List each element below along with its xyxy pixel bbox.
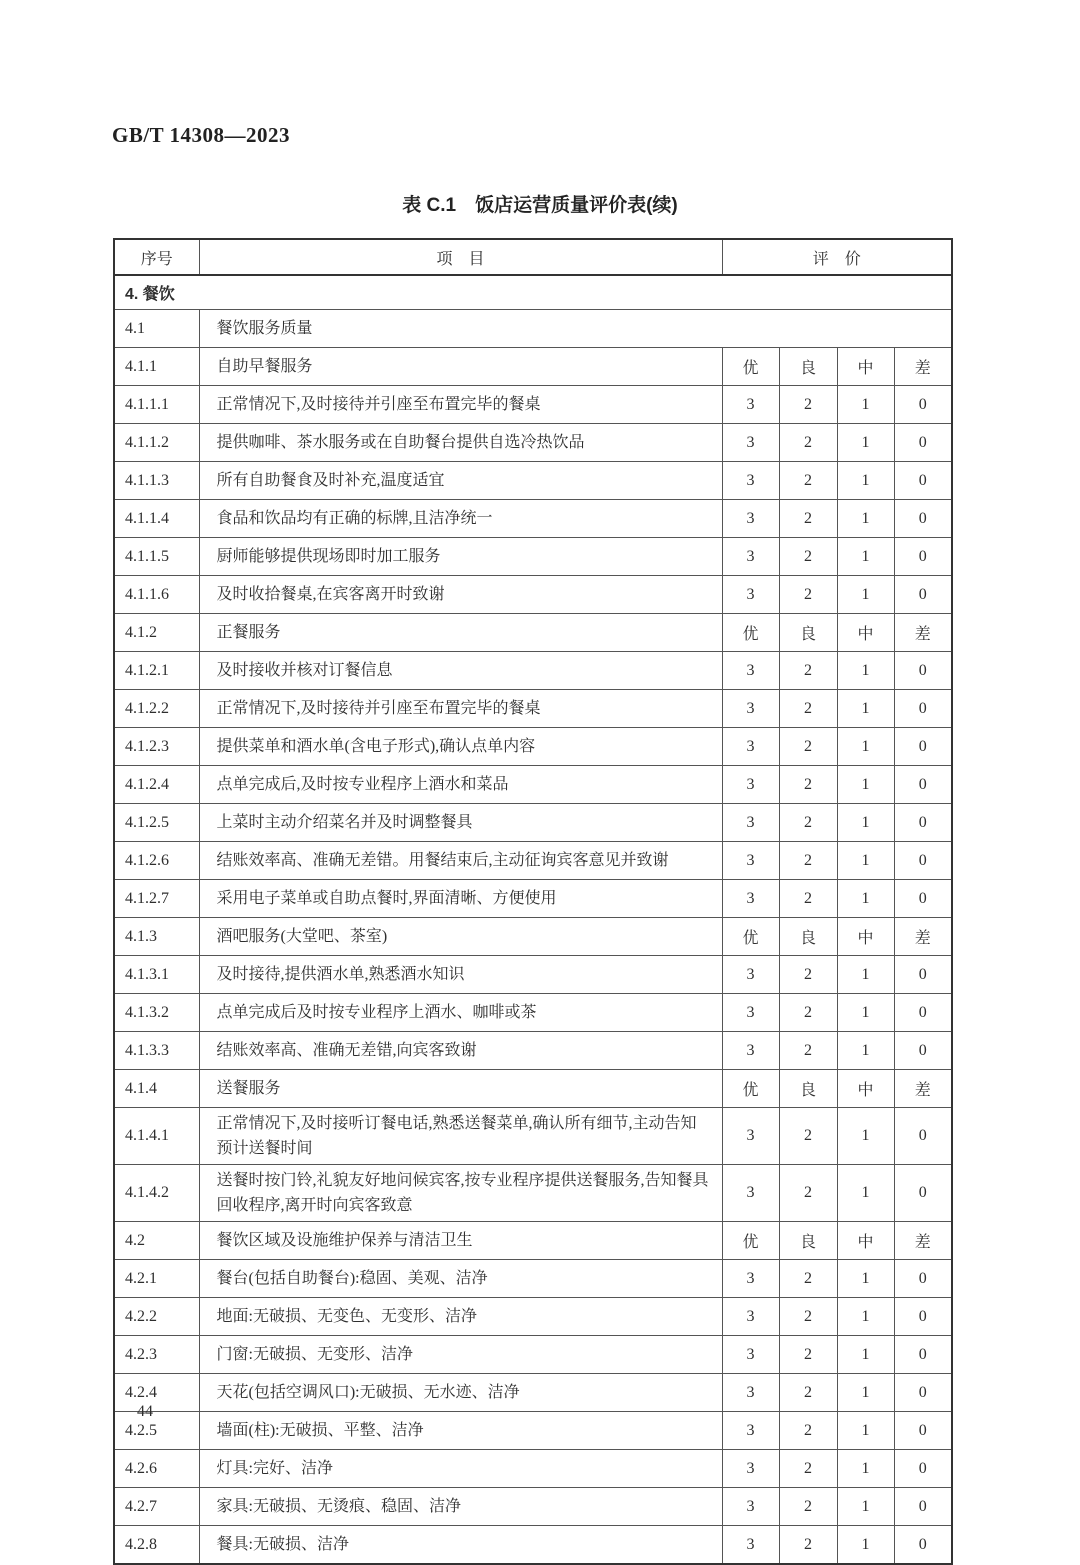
row-item: 厨师能够提供现场即时加工服务 <box>199 538 722 576</box>
row-item: 所有自助餐食及时补充,温度适宜 <box>199 462 722 500</box>
eval-cell: 良 <box>779 348 837 386</box>
eval-cell: 3 <box>722 804 779 842</box>
eval-cell: 2 <box>779 1260 837 1298</box>
eval-cell: 2 <box>779 538 837 576</box>
page-number: 44 <box>137 1403 153 1420</box>
eval-cell: 3 <box>722 386 779 424</box>
table-row <box>114 386 952 424</box>
eval-cell: 3 <box>722 1488 779 1526</box>
row-id: 4.1.2.6 <box>114 842 199 880</box>
eval-cell: 1 <box>837 500 894 538</box>
eval-cell: 3 <box>722 1412 779 1450</box>
eval-cell: 中 <box>837 614 894 652</box>
row-id: 4.2 <box>114 1222 199 1260</box>
table-row <box>114 728 952 766</box>
row-id: 4.1.2.2 <box>114 690 199 728</box>
row-item: 送餐服务 <box>199 1070 722 1108</box>
eval-cell: 良 <box>779 1222 837 1260</box>
eval-cell: 良 <box>779 614 837 652</box>
row-item: 正常情况下,及时接待并引座至布置完毕的餐桌 <box>199 386 722 424</box>
header-row <box>114 239 952 275</box>
eval-cell: 差 <box>894 1222 952 1260</box>
table-row <box>114 652 952 690</box>
eval-cell: 2 <box>779 690 837 728</box>
eval-cell: 2 <box>779 1336 837 1374</box>
row-item: 地面:无破损、无变色、无变形、洁净 <box>199 1298 722 1336</box>
eval-cell: 2 <box>779 842 837 880</box>
row-id: 4.1.4.1 <box>114 1108 199 1165</box>
eval-cell: 3 <box>722 462 779 500</box>
row-id: 4.1.1.6 <box>114 576 199 614</box>
eval-cell: 1 <box>837 956 894 994</box>
eval-cell: 1 <box>837 652 894 690</box>
eval-cell: 2 <box>779 1032 837 1070</box>
row-id: 4.1.3 <box>114 918 199 956</box>
eval-cell: 0 <box>894 1032 952 1070</box>
table-row <box>114 804 952 842</box>
eval-cell: 2 <box>779 386 837 424</box>
evaluation-table <box>113 238 953 1565</box>
table-row <box>114 1526 952 1565</box>
section-row <box>114 275 952 310</box>
row-id: 4.1.4.2 <box>114 1165 199 1222</box>
eval-cell: 3 <box>722 1374 779 1412</box>
eval-cell: 3 <box>722 652 779 690</box>
eval-cell: 0 <box>894 1298 952 1336</box>
row-item: 酒吧服务(大堂吧、茶室) <box>199 918 722 956</box>
table-row <box>114 462 952 500</box>
table-row <box>114 994 952 1032</box>
eval-cell: 0 <box>894 1412 952 1450</box>
eval-cell: 0 <box>894 690 952 728</box>
eval-cell: 1 <box>837 1336 894 1374</box>
row-item: 食品和饮品均有正确的标牌,且洁净统一 <box>199 500 722 538</box>
eval-cell: 0 <box>894 500 952 538</box>
eval-cell: 1 <box>837 1374 894 1412</box>
row-id: 4.1.1.1 <box>114 386 199 424</box>
table-title: 表 C.1 饭店运营质量评价表(续) <box>402 195 678 216</box>
row-id: 4.2.6 <box>114 1450 199 1488</box>
eval-cell: 3 <box>722 728 779 766</box>
eval-cell: 0 <box>894 1374 952 1412</box>
eval-cell: 2 <box>779 1526 837 1565</box>
table-row <box>114 880 952 918</box>
eval-cell: 3 <box>722 538 779 576</box>
eval-cell: 3 <box>722 994 779 1032</box>
eval-cell: 优 <box>722 614 779 652</box>
eval-cell: 0 <box>894 1450 952 1488</box>
eval-cell: 优 <box>722 1070 779 1108</box>
eval-cell: 3 <box>722 576 779 614</box>
eval-cell: 差 <box>894 918 952 956</box>
eval-cell: 2 <box>779 1165 837 1222</box>
row-item: 提供咖啡、茶水服务或在自助餐台提供自选冷热饮品 <box>199 424 722 462</box>
eval-cell: 2 <box>779 994 837 1032</box>
row-id: 4.2.5 <box>114 1412 199 1450</box>
eval-cell: 优 <box>722 918 779 956</box>
eval-cell: 2 <box>779 1374 837 1412</box>
eval-cell: 0 <box>894 1488 952 1526</box>
eval-cell: 1 <box>837 538 894 576</box>
eval-cell: 3 <box>722 1526 779 1565</box>
eval-cell: 3 <box>722 1032 779 1070</box>
eval-cell: 1 <box>837 728 894 766</box>
eval-cell: 0 <box>894 1526 952 1565</box>
eval-cell: 3 <box>722 1450 779 1488</box>
eval-cell: 差 <box>894 348 952 386</box>
row-id: 4.1.2 <box>114 614 199 652</box>
eval-cell: 良 <box>779 918 837 956</box>
table-row <box>114 842 952 880</box>
eval-cell: 0 <box>894 1165 952 1222</box>
eval-cell: 0 <box>894 956 952 994</box>
eval-cell: 0 <box>894 424 952 462</box>
eval-cell: 0 <box>894 1260 952 1298</box>
row-id: 4.2.7 <box>114 1488 199 1526</box>
eval-cell: 3 <box>722 956 779 994</box>
row-id: 4.1.2.5 <box>114 804 199 842</box>
table-row <box>114 500 952 538</box>
eval-cell: 中 <box>837 918 894 956</box>
row-id: 4.1.2.3 <box>114 728 199 766</box>
eval-cell: 3 <box>722 880 779 918</box>
row-item: 点单完成后,及时按专业程序上酒水和菜品 <box>199 766 722 804</box>
table-row <box>114 956 952 994</box>
row-item: 家具:无破损、无烫痕、稳固、洁净 <box>199 1488 722 1526</box>
eval-cell: 0 <box>894 386 952 424</box>
row-item: 天花(包括空调风口):无破损、无水迹、洁净 <box>199 1374 722 1412</box>
eval-cell: 1 <box>837 880 894 918</box>
table-row <box>114 1488 952 1526</box>
eval-cell: 1 <box>837 462 894 500</box>
row-id: 4.1.1.3 <box>114 462 199 500</box>
eval-cell: 0 <box>894 652 952 690</box>
eval-cell: 3 <box>722 1298 779 1336</box>
eval-cell: 3 <box>722 1165 779 1222</box>
row-item: 灯具:完好、洁净 <box>199 1450 722 1488</box>
row-id: 4.1.1.5 <box>114 538 199 576</box>
eval-cell: 2 <box>779 804 837 842</box>
eval-cell: 1 <box>837 1165 894 1222</box>
row-item: 点单完成后及时按专业程序上酒水、咖啡或茶 <box>199 994 722 1032</box>
row-item: 及时接待,提供酒水单,熟悉酒水知识 <box>199 956 722 994</box>
eval-cell: 2 <box>779 728 837 766</box>
row-item: 餐具:无破损、洁净 <box>199 1526 722 1565</box>
row-id: 4.1.2.4 <box>114 766 199 804</box>
eval-cell: 3 <box>722 1336 779 1374</box>
row-id: 4.2.1 <box>114 1260 199 1298</box>
row-id: 4.2.2 <box>114 1298 199 1336</box>
row-item: 结账效率高、准确无差错,向宾客致谢 <box>199 1032 722 1070</box>
eval-cell: 中 <box>837 348 894 386</box>
eval-cell: 1 <box>837 690 894 728</box>
header-col-item: 项 目 <box>199 239 722 275</box>
table-row <box>114 1374 952 1412</box>
table-row <box>114 1222 952 1260</box>
header-col-eval: 评 价 <box>722 239 952 275</box>
table-row <box>114 1336 952 1374</box>
eval-cell: 3 <box>722 500 779 538</box>
eval-cell: 0 <box>894 462 952 500</box>
eval-cell: 中 <box>837 1070 894 1108</box>
row-item: 自助早餐服务 <box>199 348 722 386</box>
eval-cell: 3 <box>722 690 779 728</box>
table-row <box>114 310 952 348</box>
table-row <box>114 1450 952 1488</box>
eval-cell: 2 <box>779 576 837 614</box>
table-row <box>114 576 952 614</box>
eval-cell: 2 <box>779 1298 837 1336</box>
row-item: 及时接收并核对订餐信息 <box>199 652 722 690</box>
row-id: 4.1.2.7 <box>114 880 199 918</box>
eval-cell: 0 <box>894 538 952 576</box>
eval-cell: 3 <box>722 1260 779 1298</box>
row-id: 4.1.1.4 <box>114 500 199 538</box>
eval-cell: 1 <box>837 386 894 424</box>
eval-cell: 2 <box>779 462 837 500</box>
eval-cell: 1 <box>837 1108 894 1165</box>
eval-cell: 0 <box>894 880 952 918</box>
eval-cell: 2 <box>779 1450 837 1488</box>
eval-cell: 3 <box>722 1108 779 1165</box>
eval-cell: 2 <box>779 956 837 994</box>
table-row <box>114 424 952 462</box>
row-id: 4.1.2.1 <box>114 652 199 690</box>
row-item: 上菜时主动介绍菜名并及时调整餐具 <box>199 804 722 842</box>
row-item: 采用电子菜单或自助点餐时,界面清晰、方便使用 <box>199 880 722 918</box>
row-item: 正餐服务 <box>199 614 722 652</box>
eval-cell: 0 <box>894 766 952 804</box>
row-item: 提供菜单和酒水单(含电子形式),确认点单内容 <box>199 728 722 766</box>
table-row <box>114 614 952 652</box>
row-id: 4.1 <box>114 310 199 348</box>
row-item: 墙面(柱):无破损、平整、洁净 <box>199 1412 722 1450</box>
eval-cell: 2 <box>779 1488 837 1526</box>
eval-cell: 2 <box>779 424 837 462</box>
eval-cell: 0 <box>894 1108 952 1165</box>
row-id: 4.1.4 <box>114 1070 199 1108</box>
table-row <box>114 348 952 386</box>
eval-cell: 差 <box>894 1070 952 1108</box>
section-label: 4. 餐饮 <box>114 275 952 310</box>
table-row <box>114 690 952 728</box>
eval-cell: 2 <box>779 1108 837 1165</box>
eval-cell: 0 <box>894 842 952 880</box>
row-id: 4.1.3.2 <box>114 994 199 1032</box>
eval-cell: 2 <box>779 652 837 690</box>
row-id: 4.1.1.2 <box>114 424 199 462</box>
eval-cell: 差 <box>894 614 952 652</box>
eval-cell: 1 <box>837 1450 894 1488</box>
eval-cell: 1 <box>837 766 894 804</box>
row-id: 4.2.4 <box>114 1374 199 1412</box>
table-row <box>114 1260 952 1298</box>
eval-cell: 0 <box>894 728 952 766</box>
eval-cell: 1 <box>837 842 894 880</box>
eval-cell: 1 <box>837 424 894 462</box>
eval-cell: 中 <box>837 1222 894 1260</box>
table-row <box>114 1108 952 1165</box>
table-row <box>114 538 952 576</box>
eval-cell: 2 <box>779 766 837 804</box>
eval-cell: 1 <box>837 1260 894 1298</box>
eval-cell: 1 <box>837 804 894 842</box>
row-item: 餐台(包括自助餐台):稳固、美观、洁净 <box>199 1260 722 1298</box>
table-header <box>114 239 952 275</box>
row-id: 4.1.3.1 <box>114 956 199 994</box>
eval-cell: 优 <box>722 348 779 386</box>
eval-cell: 2 <box>779 1412 837 1450</box>
eval-cell: 1 <box>837 1412 894 1450</box>
row-item: 正常情况下,及时接待并引座至布置完毕的餐桌 <box>199 690 722 728</box>
eval-cell: 0 <box>894 804 952 842</box>
table-row <box>114 1070 952 1108</box>
eval-cell: 1 <box>837 994 894 1032</box>
table-row <box>114 766 952 804</box>
eval-cell: 1 <box>837 576 894 614</box>
eval-cell: 1 <box>837 1298 894 1336</box>
table-row <box>114 1165 952 1222</box>
row-item: 餐饮区域及设施维护保养与清洁卫生 <box>199 1222 722 1260</box>
eval-cell: 0 <box>894 576 952 614</box>
eval-cell: 0 <box>894 1336 952 1374</box>
row-item: 餐饮服务质量 <box>199 310 952 348</box>
eval-cell: 1 <box>837 1488 894 1526</box>
row-item: 正常情况下,及时接听订餐电话,熟悉送餐菜单,确认所有细节,主动告知预计送餐时间 <box>199 1108 722 1165</box>
row-item: 送餐时按门铃,礼貌友好地问候宾客,按专业程序提供送餐服务,告知餐具回收程序,离开时向宾客致意 <box>199 1165 722 1222</box>
standard-number: GB/T 14308—2023 <box>112 123 291 147</box>
table-row <box>114 1298 952 1336</box>
eval-cell: 优 <box>722 1222 779 1260</box>
row-id: 4.1.3.3 <box>114 1032 199 1070</box>
eval-cell: 2 <box>779 500 837 538</box>
eval-cell: 3 <box>722 424 779 462</box>
eval-cell: 3 <box>722 766 779 804</box>
eval-cell: 0 <box>894 994 952 1032</box>
row-item: 结账效率高、准确无差错。用餐结束后,主动征询宾客意见并致谢 <box>199 842 722 880</box>
row-id: 4.1.1 <box>114 348 199 386</box>
row-id: 4.2.3 <box>114 1336 199 1374</box>
table-body <box>114 275 952 1564</box>
row-item: 门窗:无破损、无变形、洁净 <box>199 1336 722 1374</box>
eval-cell: 3 <box>722 842 779 880</box>
row-item: 及时收拾餐桌,在宾客离开时致谢 <box>199 576 722 614</box>
table-row <box>114 918 952 956</box>
row-id: 4.2.8 <box>114 1526 199 1565</box>
table-row <box>114 1032 952 1070</box>
eval-cell: 2 <box>779 880 837 918</box>
eval-cell: 1 <box>837 1032 894 1070</box>
eval-cell: 良 <box>779 1070 837 1108</box>
eval-cell: 1 <box>837 1526 894 1565</box>
header-col-id: 序号 <box>114 239 199 275</box>
table-row <box>114 1412 952 1450</box>
